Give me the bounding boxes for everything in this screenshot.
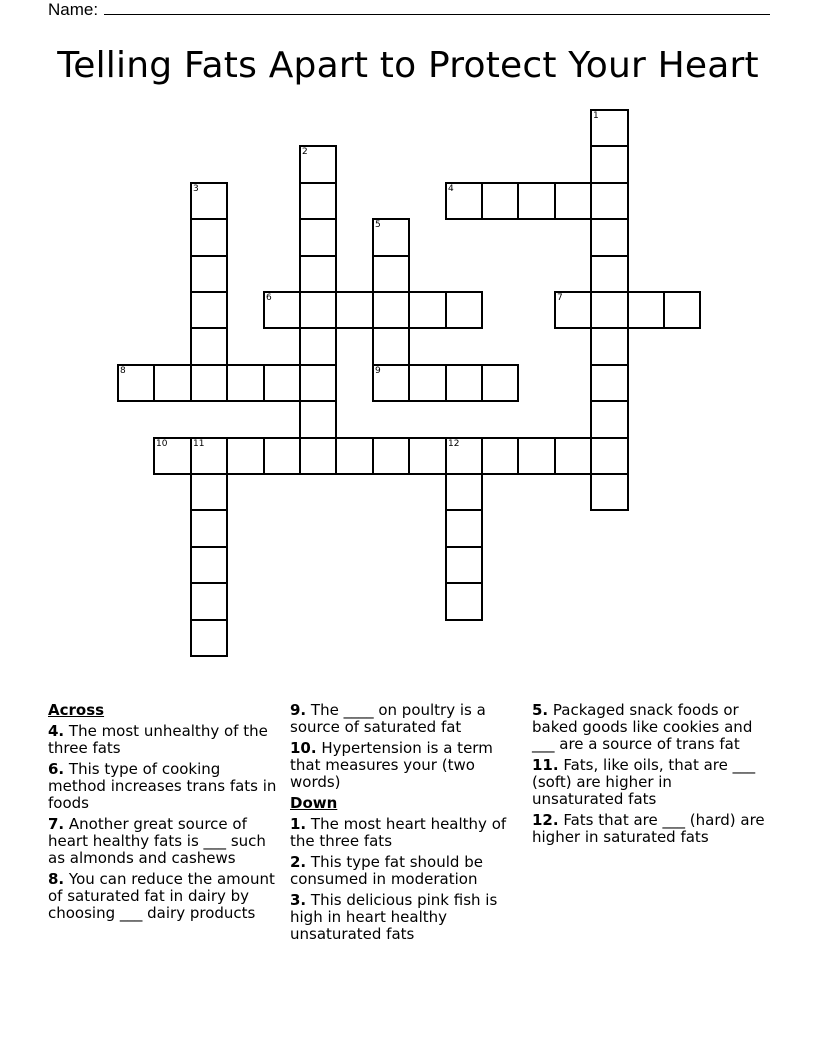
grid-cell[interactable] bbox=[372, 255, 410, 293]
grid-cell[interactable] bbox=[226, 364, 265, 402]
grid-cell[interactable] bbox=[445, 582, 483, 621]
grid-cell[interactable] bbox=[663, 291, 701, 329]
clue-number: 7 bbox=[557, 293, 563, 303]
grid-cell[interactable] bbox=[517, 437, 556, 475]
grid-cell[interactable] bbox=[190, 509, 228, 548]
grid-cell[interactable] bbox=[117, 364, 155, 402]
grid-cell[interactable] bbox=[299, 255, 337, 293]
grid-cell[interactable] bbox=[481, 364, 519, 402]
clue-number: 1 bbox=[593, 111, 599, 121]
down-clue-12: 12. Fats that are ___ (hard) are higher in saturated fats bbox=[532, 811, 765, 846]
grid-cell[interactable] bbox=[153, 437, 192, 475]
grid-cell[interactable] bbox=[372, 218, 410, 257]
grid-cell[interactable] bbox=[590, 437, 629, 475]
grid-cell[interactable] bbox=[299, 291, 337, 329]
across-clue-8: 8. You can reduce the amount of saturated fat in dairy by choosing ___ dairy products bbox=[48, 870, 275, 922]
grid-cell[interactable] bbox=[335, 437, 374, 475]
across-heading: Across bbox=[48, 701, 105, 719]
grid-cell[interactable] bbox=[590, 182, 629, 220]
grid-cell[interactable] bbox=[554, 437, 592, 475]
grid-cell[interactable] bbox=[190, 255, 228, 293]
grid-cell[interactable] bbox=[445, 546, 483, 584]
grid-cell[interactable] bbox=[445, 364, 483, 402]
clue-number: 3 bbox=[193, 184, 199, 194]
grid-cell[interactable] bbox=[445, 509, 483, 548]
clue-number: 10 bbox=[156, 439, 168, 449]
name-label: Name: bbox=[48, 0, 99, 19]
grid-cell[interactable] bbox=[190, 546, 228, 584]
down-heading: Down bbox=[290, 794, 338, 812]
grid-cell[interactable] bbox=[590, 255, 629, 293]
grid-cell[interactable] bbox=[408, 291, 447, 329]
down-clue-5: 5. Packaged snack foods or baked goods like cookies and ___ are a source of trans fat bbox=[532, 701, 753, 753]
grid-cell[interactable] bbox=[263, 291, 301, 329]
grid-cell[interactable] bbox=[190, 218, 228, 257]
grid-cell[interactable] bbox=[372, 364, 410, 402]
page-title: Telling Fats Apart to Protect Your Heart bbox=[57, 45, 759, 86]
grid-cell[interactable] bbox=[590, 145, 629, 184]
clue-number: 5 bbox=[375, 220, 381, 230]
grid-cell[interactable] bbox=[554, 182, 592, 220]
grid-cell[interactable] bbox=[299, 437, 337, 475]
clue-number: 4 bbox=[448, 184, 454, 194]
clues-column-3 bbox=[532, 702, 768, 850]
grid-cell[interactable] bbox=[590, 327, 629, 366]
across-clue-10: 10. Hypertension is a term that measures your (two words) bbox=[290, 739, 493, 791]
grid-cell[interactable] bbox=[590, 291, 629, 329]
grid-cell[interactable] bbox=[408, 364, 447, 402]
across-clue-4: 4. The most unhealthy of the three fats bbox=[48, 722, 268, 757]
grid-cell[interactable] bbox=[372, 437, 410, 475]
clue-number: 2 bbox=[302, 147, 308, 157]
grid-cell[interactable] bbox=[445, 437, 483, 475]
grid-cell[interactable] bbox=[590, 400, 629, 439]
grid-cell[interactable] bbox=[590, 364, 629, 402]
grid-cell[interactable] bbox=[263, 437, 301, 475]
grid-cell[interactable] bbox=[299, 182, 337, 220]
grid-cell[interactable] bbox=[408, 437, 447, 475]
grid-cell[interactable] bbox=[590, 218, 629, 257]
across-clue-7: 7. Another great source of heart healthy fats is ___ such as almonds and cashews bbox=[48, 815, 266, 867]
grid-cell[interactable] bbox=[190, 437, 228, 475]
down-clue-1: 1. The most heart healthy of the three fats bbox=[290, 815, 507, 850]
grid-cell[interactable] bbox=[299, 218, 337, 257]
down-clue-11: 11. Fats, like oils, that are ___ (soft) are higher in unsaturated fats bbox=[532, 756, 756, 808]
grid-cell[interactable] bbox=[299, 400, 337, 439]
grid-cell[interactable] bbox=[226, 437, 265, 475]
grid-cell[interactable] bbox=[190, 327, 228, 366]
grid-cell[interactable] bbox=[445, 182, 483, 220]
grid-cell[interactable] bbox=[190, 582, 228, 621]
grid-cell[interactable] bbox=[153, 364, 192, 402]
clue-number: 9 bbox=[375, 366, 381, 376]
grid-cell[interactable] bbox=[554, 291, 592, 329]
down-clue-3: 3. This delicious pink fish is high in heart healthy unsaturated fats bbox=[290, 891, 498, 943]
clue-number: 12 bbox=[448, 439, 460, 449]
grid-cell[interactable] bbox=[445, 473, 483, 511]
grid-cell[interactable] bbox=[299, 145, 337, 184]
across-clue-6: 6. This type of cooking method increases trans fats in foods bbox=[48, 760, 277, 812]
grid-cell[interactable] bbox=[190, 364, 228, 402]
grid-cell[interactable] bbox=[299, 364, 337, 402]
grid-cell[interactable] bbox=[445, 291, 483, 329]
grid-cell[interactable] bbox=[372, 291, 410, 329]
grid-cell[interactable] bbox=[590, 109, 629, 147]
grid-cell[interactable] bbox=[517, 182, 556, 220]
grid-cell[interactable] bbox=[190, 182, 228, 220]
grid-cell[interactable] bbox=[372, 327, 410, 366]
clue-number: 8 bbox=[120, 366, 126, 376]
grid-cell[interactable] bbox=[299, 327, 337, 366]
grid-cell[interactable] bbox=[335, 291, 374, 329]
grid-cell[interactable] bbox=[190, 619, 228, 657]
grid-cell[interactable] bbox=[590, 473, 629, 511]
down-clue-2: 2. This type fat should be consumed in moderation bbox=[290, 853, 483, 888]
clue-number: 11 bbox=[193, 439, 205, 449]
across-clue-9: 9. The ____ on poultry is a source of saturated fat bbox=[290, 701, 486, 736]
grid-cell[interactable] bbox=[627, 291, 665, 329]
clues-column-2 bbox=[290, 702, 508, 947]
grid-cell[interactable] bbox=[481, 437, 519, 475]
grid-cell[interactable] bbox=[481, 182, 519, 220]
grid-cell[interactable] bbox=[263, 364, 301, 402]
clues-column-1 bbox=[48, 702, 282, 926]
grid-cell[interactable] bbox=[190, 473, 228, 511]
clue-number: 6 bbox=[266, 293, 272, 303]
grid-cell[interactable] bbox=[190, 291, 228, 329]
